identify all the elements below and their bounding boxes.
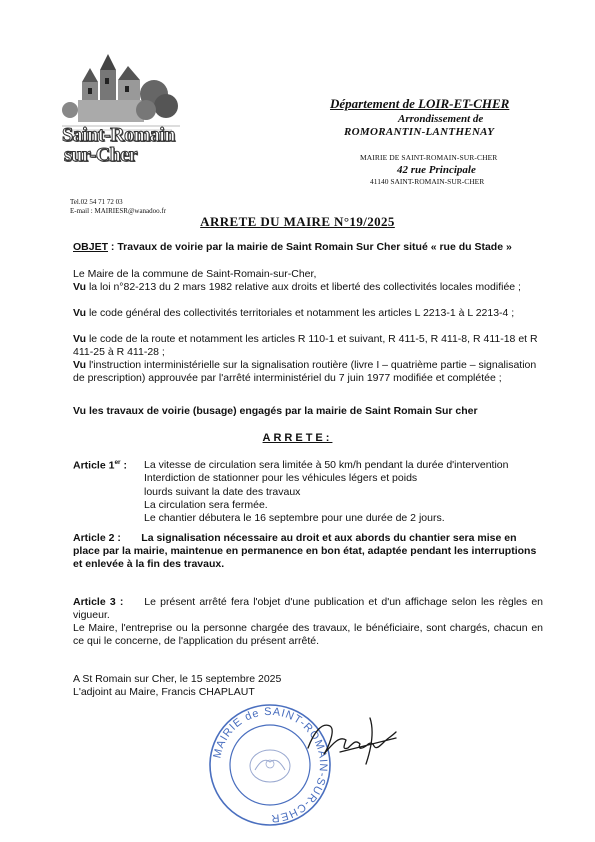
maire-line: Le Maire de la commune de Saint-Romain-sur-Cher, — [73, 268, 317, 280]
mairie-name: MAIRIE DE SAINT-ROMAIN-SUR-CHER — [360, 153, 498, 162]
article1-content — [144, 459, 544, 525]
vu-travaux: Vu les travaux de voirie (busage) engagés par la mairie de Saint Romain Sur cher — [73, 405, 478, 417]
article1-label: Article 1er : — [73, 459, 128, 472]
article2-label: Article 2 : — [73, 532, 121, 544]
vu-label: Vu — [73, 333, 87, 345]
article3-label: Article 3 : — [73, 596, 124, 608]
phone-number: Tel.02 54 71 72 03 — [70, 198, 123, 206]
article3-paragraph — [73, 596, 543, 648]
vu-cgct: Vu le code général des collectivités territoriales et notamment les articles L 2213-1 à L 2213-4 ; — [73, 307, 515, 319]
vu-law: Vu la loi n°82-213 du 2 mars 1982 relative aux droits et liberté des collectivités locales modifiée ; — [73, 281, 521, 293]
article1-line: La vitesse de circulation sera limitée à 50 km/h pendant la durée d'intervention — [144, 459, 509, 471]
arrete-heading: ARRETE: — [262, 432, 333, 444]
objet-text: : Travaux de voirie par la mairie de Saint Romain Sur Cher situé « rue du Stade » — [108, 241, 512, 253]
article2-text: La signalisation nécessaire au droit et aux abords du chantier sera mise en place par la mairie, maintenue en permanence en bon état, adaptée pendant les interruptions et enlevée à la fin des travaux. — [73, 532, 537, 570]
objet-label: OBJET — [73, 241, 109, 253]
article1-line: Interdiction de stationner pour les véhicules légers et poids — [144, 472, 418, 485]
vu-label: Vu — [73, 359, 87, 371]
email-address: E-mail : MAIRIESR@wanadoo.fr — [70, 207, 167, 215]
objet-paragraph — [73, 241, 538, 254]
signatory-name: L'adjoint au Maire, Francis CHAPLAUT — [73, 686, 255, 698]
vu-instruction: Vu l'instruction interministérielle sur la signalisation routière (livre I – quatrième partie – signalisation de prescription) approuvée par l'arrêté interministériel du 7 juin 1977 modifiée et complétée ; — [73, 359, 537, 384]
department-name: Département de LOIR-ET-CHER — [330, 96, 510, 111]
article3-text1: Le présent arrêté fera l'objet d'une publication et d'un affichage selon les règles en vigueur. — [73, 596, 544, 621]
logo-line1: Saint-Romain — [62, 124, 175, 146]
vu-label: Vu — [73, 307, 87, 319]
decree-title: ARRETE DU MAIRE N°19/2025 — [200, 214, 395, 229]
svg-text:MAIRIE de SAINT-ROMAIN-SUR-CHE: MAIRIE de SAINT-ROMAIN-SUR-CHER — [211, 705, 330, 825]
signature-icon — [300, 712, 410, 772]
article3-text2: Le Maire, l'entreprise ou la personne chargée des travaux, le bénéficiaire, sont chargés, chacun en ce qui le concerne, de l'application du présent arrêté. — [73, 622, 543, 647]
article2-paragraph — [73, 532, 543, 571]
article1-line: lourds suivant la date des travaux — [144, 485, 301, 498]
arrondissement-city: ROMORANTIN-LANTHENAY — [344, 126, 495, 138]
vu-label: Vu — [73, 281, 87, 293]
town-logo — [62, 52, 180, 177]
arrondissement-label: Arrondissement de — [398, 113, 484, 125]
handwritten-signature — [300, 712, 410, 772]
mairie-postal: 41140 SAINT-ROMAIN-SUR-CHER — [370, 177, 485, 186]
article1-line: Le chantier débutera le 16 septembre pour une durée de 2 jours. — [144, 512, 445, 525]
article1-line: La circulation sera fermée. — [144, 498, 268, 511]
signature-date: A St Romain sur Cher, le 15 septembre 2025 — [73, 673, 282, 685]
mairie-street: 42 rue Principale — [397, 164, 476, 176]
vu-code-route: Vu le code de la route et notamment les articles R 110-1 et suivant, R 411-5, R 411-8, R 411-18 et R 411-25 à R 411-28 ; — [73, 333, 538, 358]
logo-line2: sur-Cher — [64, 144, 138, 166]
